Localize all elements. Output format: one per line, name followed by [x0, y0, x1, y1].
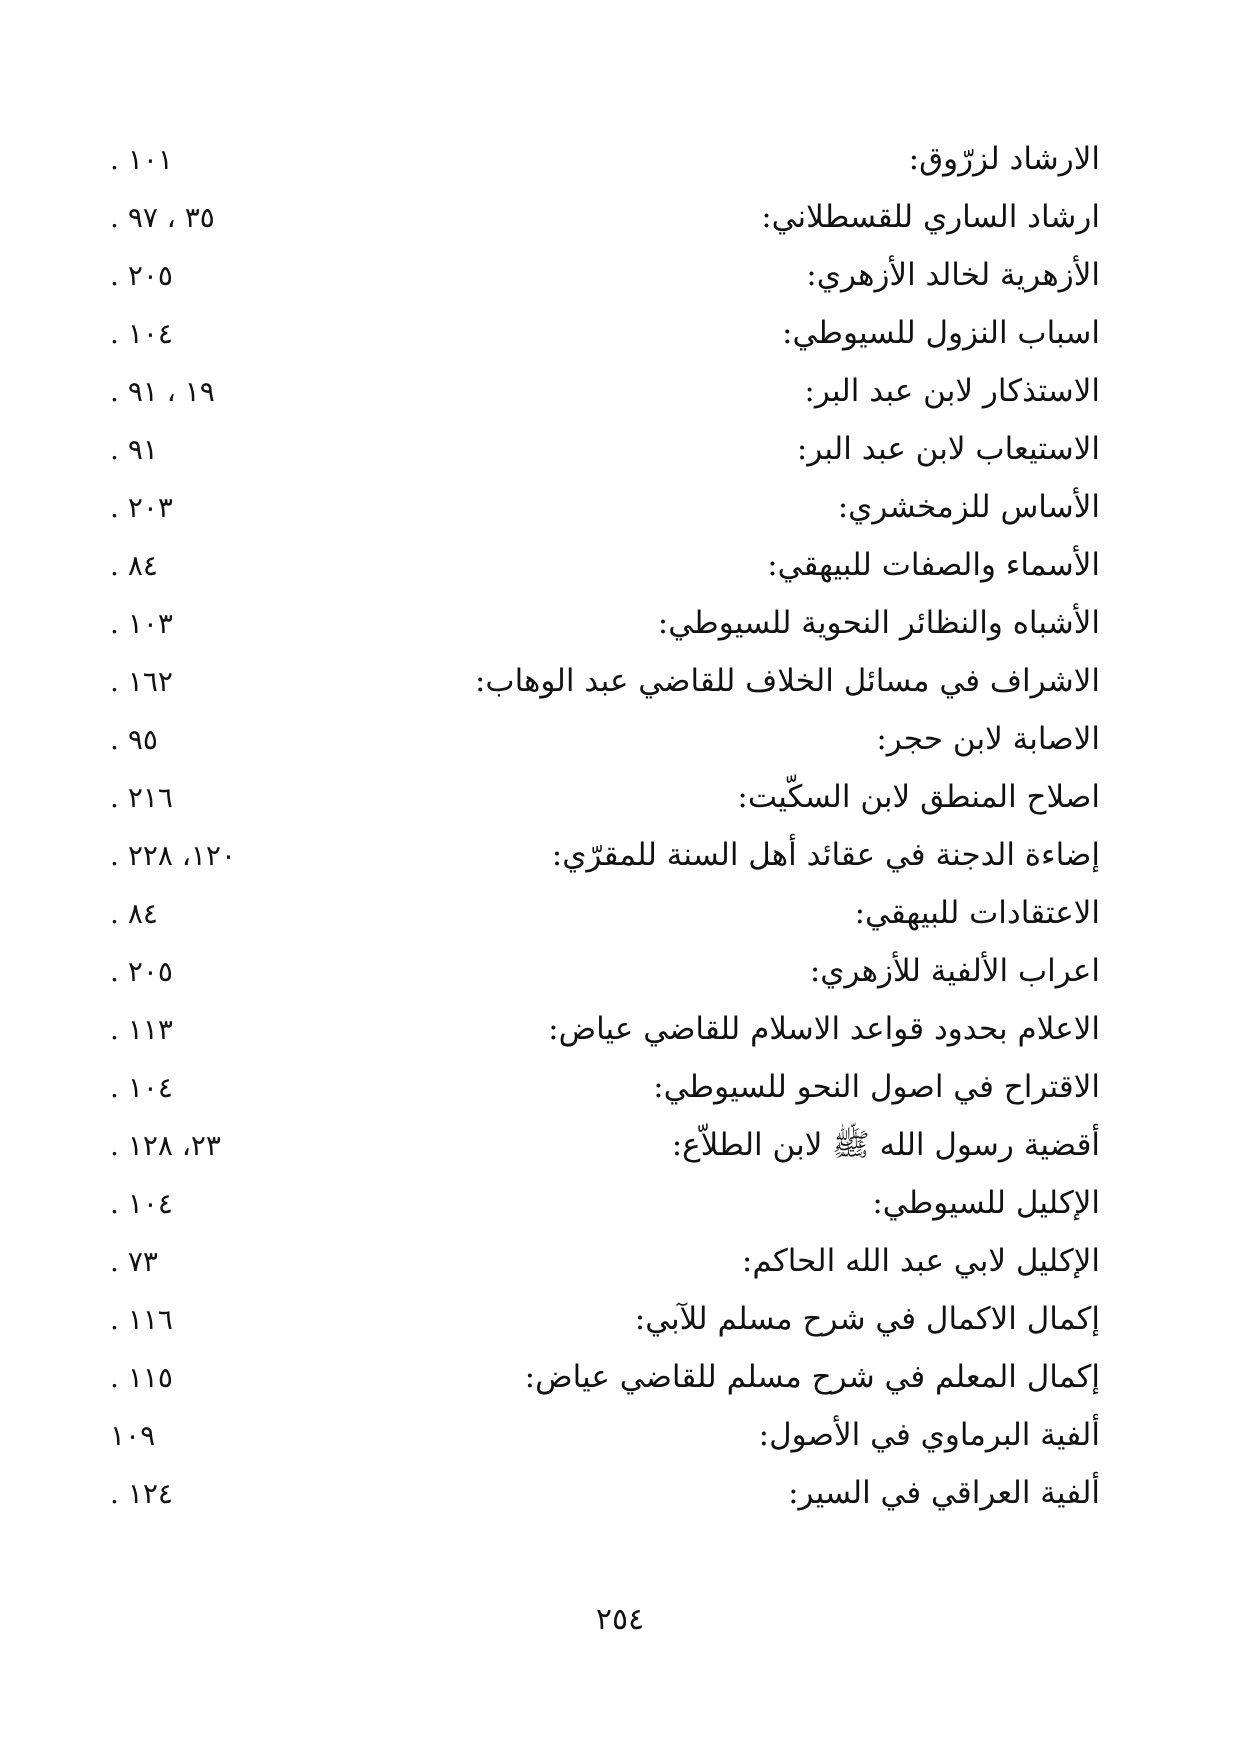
- entry-title: الاعتقادات للبيهقي:: [854, 895, 1100, 931]
- entry-title: الإكليل لابي عبد الله الحاكم:: [741, 1243, 1100, 1279]
- entry-pages: ١١٦ .: [110, 1303, 173, 1336]
- entry-pages: ٧٣ .: [110, 1245, 158, 1278]
- entry-pages: ١٠٤ .: [110, 1071, 173, 1104]
- entry-pages: ١١٣ .: [110, 1013, 173, 1046]
- index-entry: [100, 1232, 1100, 1290]
- entry-title: اعراب الألفية للأزهري:: [809, 953, 1100, 989]
- entry-title: إضاءة الدجنة في عقائد أهل السنة للمقرّي:: [551, 837, 1100, 873]
- index-entry: [100, 246, 1100, 304]
- entry-title: اسباب النزول للسيوطي:: [782, 315, 1100, 351]
- entry-title: الأساس للزمخشري:: [837, 489, 1100, 525]
- entry-title: الاشراف في مسائل الخلاف للقاضي عبد الوهاب:: [474, 663, 1100, 699]
- entry-pages: ٢٠٥ .: [110, 955, 173, 988]
- entry-title: ألفية البرماوي في الأصول:: [758, 1417, 1100, 1453]
- index-entry: [100, 710, 1100, 768]
- entry-title: الاقتراح في اصول النحو للسيوطي:: [653, 1069, 1100, 1105]
- entry-pages: ١١٥ .: [110, 1361, 173, 1394]
- index-entry: [100, 884, 1100, 942]
- entry-title: الاستذكار لابن عبد البر:: [804, 373, 1100, 409]
- index-entry: [100, 1116, 1100, 1174]
- page-number: ٢٥٤: [595, 1602, 645, 1637]
- index-entry: [100, 942, 1100, 1000]
- entry-pages: ١٢٠، ٢٢٨ .: [110, 839, 236, 872]
- index-entry: [100, 1290, 1100, 1348]
- index-entry: [100, 536, 1100, 594]
- entry-pages: ٢٠٣ .: [110, 491, 173, 524]
- entry-pages: ١٩ ، ٩١ .: [110, 375, 215, 408]
- entry-pages: ٨٤ .: [110, 549, 158, 582]
- index-entry: [100, 478, 1100, 536]
- entry-title: اصلاح المنطق لابن السكّيت:: [737, 779, 1100, 815]
- entry-title: الإكليل للسيوطي:: [872, 1185, 1100, 1221]
- entry-title: إكمال المعلم في شرح مسلم للقاضي عياض:: [524, 1359, 1100, 1395]
- entry-title: الأسماء والصفات للبيهقي:: [767, 547, 1100, 583]
- entry-title: الاعلام بحدود قواعد الاسلام للقاضي عياض:: [548, 1011, 1100, 1047]
- entry-pages: ٢٣، ١٢٨ .: [110, 1129, 221, 1162]
- index-entry: [100, 362, 1100, 420]
- entry-pages: ٢٠٥ .: [110, 259, 173, 292]
- entry-title: إكمال الاكمال في شرح مسلم للآبي:: [634, 1301, 1100, 1337]
- index-entry: [100, 652, 1100, 710]
- index-entry: [100, 188, 1100, 246]
- entry-pages: ٣٥ ، ٩٧ .: [110, 201, 215, 234]
- index-list: [100, 130, 1100, 1522]
- entry-title: الاصابة لابن حجر:: [876, 721, 1100, 757]
- entry-title: الأزهرية لخالد الأزهري:: [806, 257, 1100, 293]
- entry-pages: ١٠٩: [110, 1419, 156, 1452]
- index-entry: [100, 594, 1100, 652]
- index-entry: [100, 1058, 1100, 1116]
- entry-pages: ٨٤ .: [110, 897, 158, 930]
- entry-pages: ٩٥ .: [110, 723, 158, 756]
- entry-title: الاستيعاب لابن عبد البر:: [796, 431, 1100, 467]
- entry-title: الارشاد لزرّوق:: [908, 141, 1100, 177]
- entry-pages: ١٠١ .: [110, 143, 173, 176]
- index-entry: [100, 130, 1100, 188]
- entry-pages: ١٠٤ .: [110, 317, 173, 350]
- index-entry: [100, 1000, 1100, 1058]
- entry-pages: ٢١٦ .: [110, 781, 173, 814]
- entry-title: الأشباه والنظائر النحوية للسيوطي:: [657, 605, 1100, 641]
- entry-pages: ١٢٤ .: [110, 1477, 173, 1510]
- entry-title: أقضية رسول الله ﷺ لابن الطلاّع:: [671, 1127, 1100, 1163]
- entry-pages: ١٠٣ .: [110, 607, 173, 640]
- index-entry: [100, 420, 1100, 478]
- entry-title: ارشاد الساري للقسطلاني:: [761, 199, 1100, 235]
- index-entry: [100, 1174, 1100, 1232]
- entry-pages: ١٠٤ .: [110, 1187, 173, 1220]
- index-entry: [100, 304, 1100, 362]
- index-entry: [100, 1464, 1100, 1522]
- index-entry: [100, 826, 1100, 884]
- index-entry: [100, 1406, 1100, 1464]
- index-entry: [100, 768, 1100, 826]
- entry-title: ألفية العراقي في السير:: [788, 1475, 1100, 1511]
- index-entry: [100, 1348, 1100, 1406]
- entry-pages: ١٦٢ .: [110, 665, 173, 698]
- entry-pages: ٩١ .: [110, 433, 158, 466]
